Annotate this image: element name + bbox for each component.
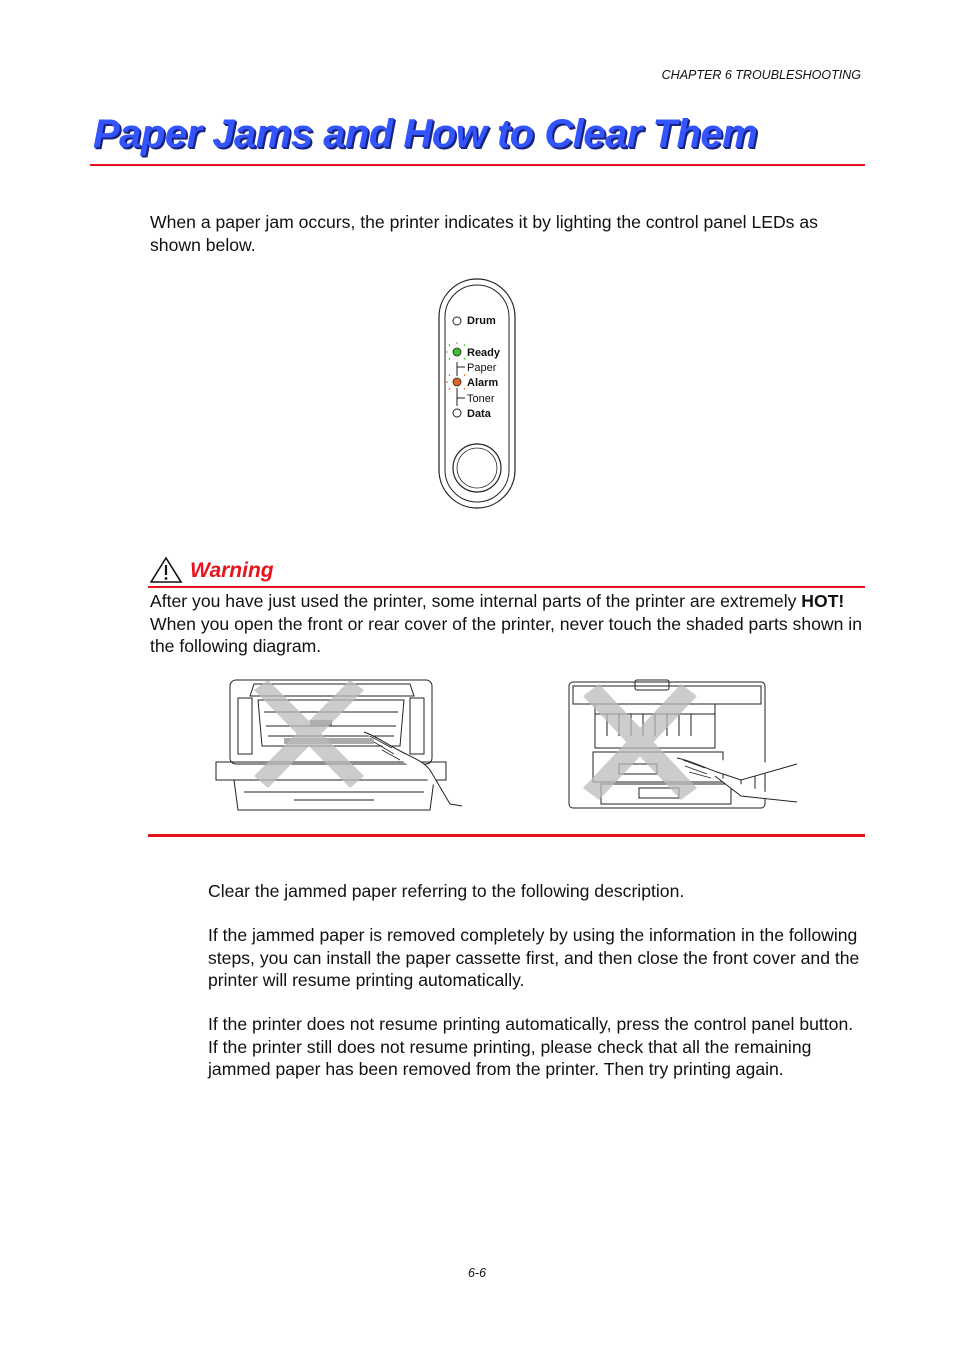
alarm-label: Alarm [467,377,499,389]
intro-paragraph: When a paper jam occurs, the printer indicates it by lighting the control panel LEDs as shown below. [150,212,818,255]
warning-text: After you have just used the printer, some internal parts of the printer are extremely HOT! When you open the front or rear cover of the printer, never touch the shaded parts shown in the following diagram. [150,591,862,656]
warning-label: Warning [190,559,274,582]
drum-led [453,317,461,325]
alarm-led [453,378,461,386]
warning-hot: HOT! [801,591,845,611]
data-led [453,409,461,417]
page-number: 6-6 [467,1266,487,1280]
warning-rule-bottom [148,834,865,837]
title-divider [90,164,865,166]
ready-led [453,348,461,356]
body-paragraph-1: Clear the jammed paper referring to the following description. [208,881,685,901]
control-panel-illustration [438,278,518,510]
warning-rule-top [148,586,865,588]
toner-label: Toner [467,393,495,405]
printer-front-illustration [214,676,464,814]
printer-rear-illustration [565,676,805,814]
chapter-header: CHAPTER 6 TROUBLESHOOTING [661,68,861,82]
ready-label: Ready [467,347,501,359]
page-title: Paper Jams and How to Clear Them [93,112,758,156]
body-paragraph-2: If the jammed paper is removed completely by using the information in the following steps, you can install the paper cassette first, and then close the front cover and the printer will resume printing automatically. [208,925,860,990]
paper-label: Paper [467,362,497,374]
body-paragraph-3: If the printer does not resume printing automatically, press the control panel button. If the printer still does not resume printing, please check that all the remaining jammed paper has been removed from the printer. Then try printing again. [208,1014,854,1079]
data-label: Data [467,408,491,420]
warning-triangle-icon [150,556,184,584]
drum-label: Drum [467,315,496,327]
